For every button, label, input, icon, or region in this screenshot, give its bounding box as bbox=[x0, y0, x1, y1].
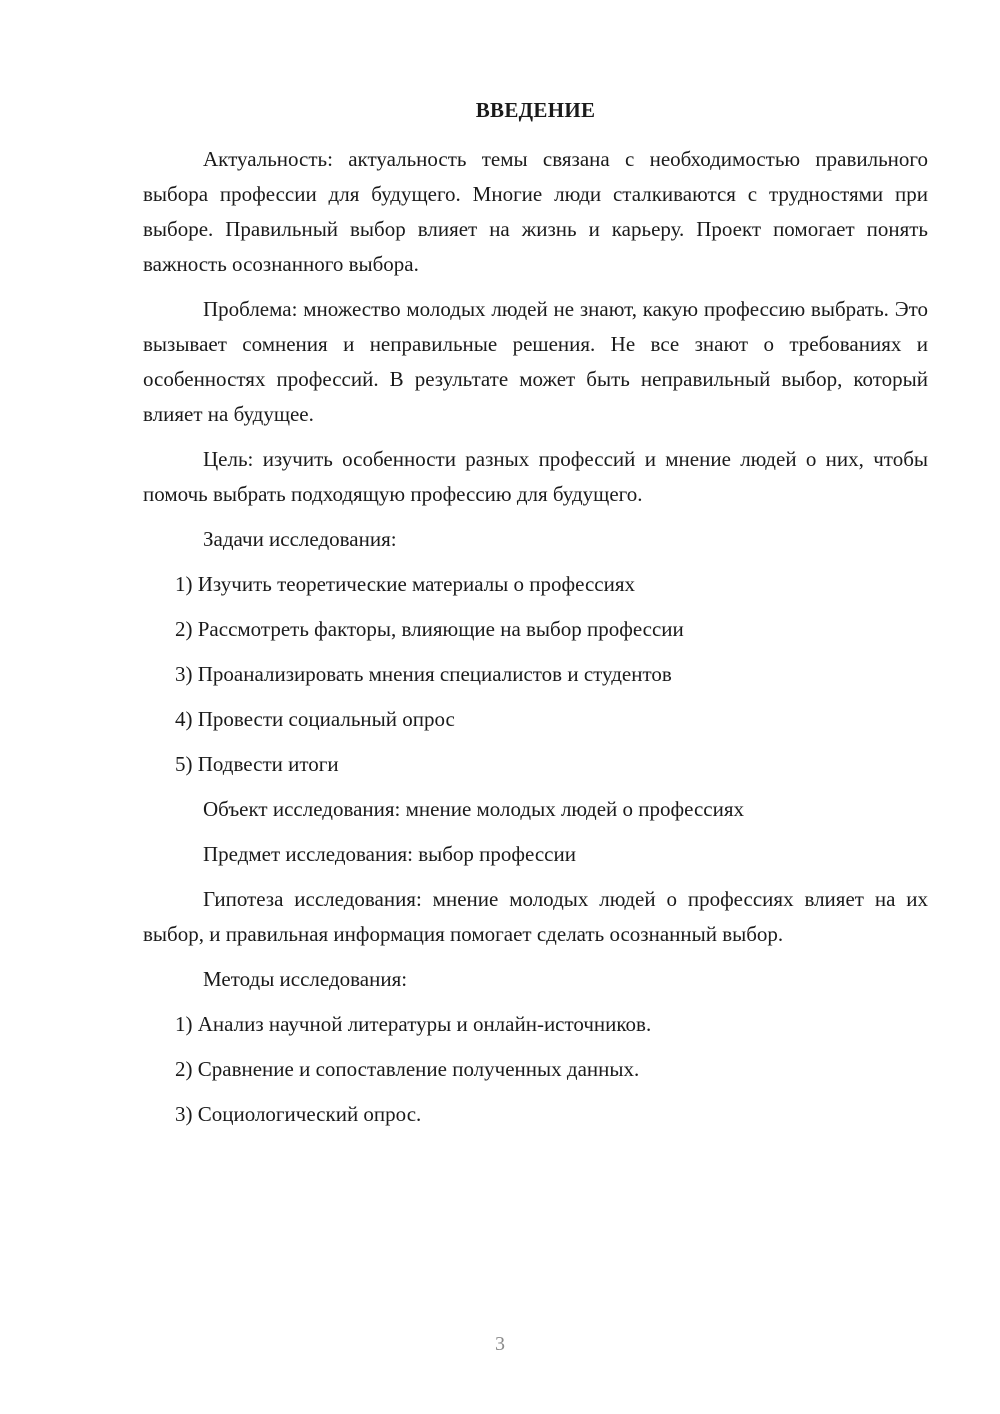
task-item: 2) Рассмотреть факторы, влияющие на выбор профессии bbox=[175, 617, 684, 641]
method-item: 2) Сравнение и сопоставление полученных данных. bbox=[175, 1057, 640, 1081]
relevance-paragraph: Актуальность: актуальность темы связана с необходимостью правильного выбора профессии для будущего. Многие люди сталкиваются с трудностями при выборе. Правильный выбор влияет на жизнь и карьеру. Проект помогает понять важность осознанного выбора. bbox=[143, 147, 928, 276]
goal-paragraph: Цель: изучить особенности разных профессий и мнение людей о них, чтобы помочь выбрать подходящую профессию для будущего. bbox=[143, 447, 928, 506]
page-number: 3 bbox=[495, 1333, 505, 1355]
task-item: 4) Провести социальный опрос bbox=[175, 707, 455, 731]
tasks-title: Задачи исследования: bbox=[203, 527, 397, 551]
problem-paragraph: Проблема: множество молодых людей не знают, какую профессию выбрать. Это вызывает сомнения и неправильные решения. Не все знают о требованиях и особенностях профессий. В результате может быть неправильный выбор, который влияет на будущее. bbox=[143, 297, 928, 426]
methods-title: Методы исследования: bbox=[203, 967, 408, 991]
method-item: 1) Анализ научной литературы и онлайн-источников. bbox=[175, 1012, 652, 1036]
task-item: 5) Подвести итоги bbox=[175, 752, 339, 776]
task-item: 3) Проанализировать мнения специалистов и студентов bbox=[175, 662, 672, 686]
method-item: 3) Социологический опрос. bbox=[175, 1102, 422, 1126]
subject-paragraph: Предмет исследования: выбор профессии bbox=[203, 842, 576, 866]
hypothesis-paragraph: Гипотеза исследования: мнение молодых людей о профессиях влияет на их выбор, и правильная информация помогает сделать осознанный выбор. bbox=[143, 887, 928, 946]
task-item: 1) Изучить теоретические материалы о профессиях bbox=[175, 572, 636, 596]
page-content bbox=[143, 96, 928, 1142]
page-heading: ВВЕДЕНИЕ bbox=[475, 98, 596, 122]
object-paragraph: Объект исследования: мнение молодых людей о профессиях bbox=[203, 797, 745, 821]
